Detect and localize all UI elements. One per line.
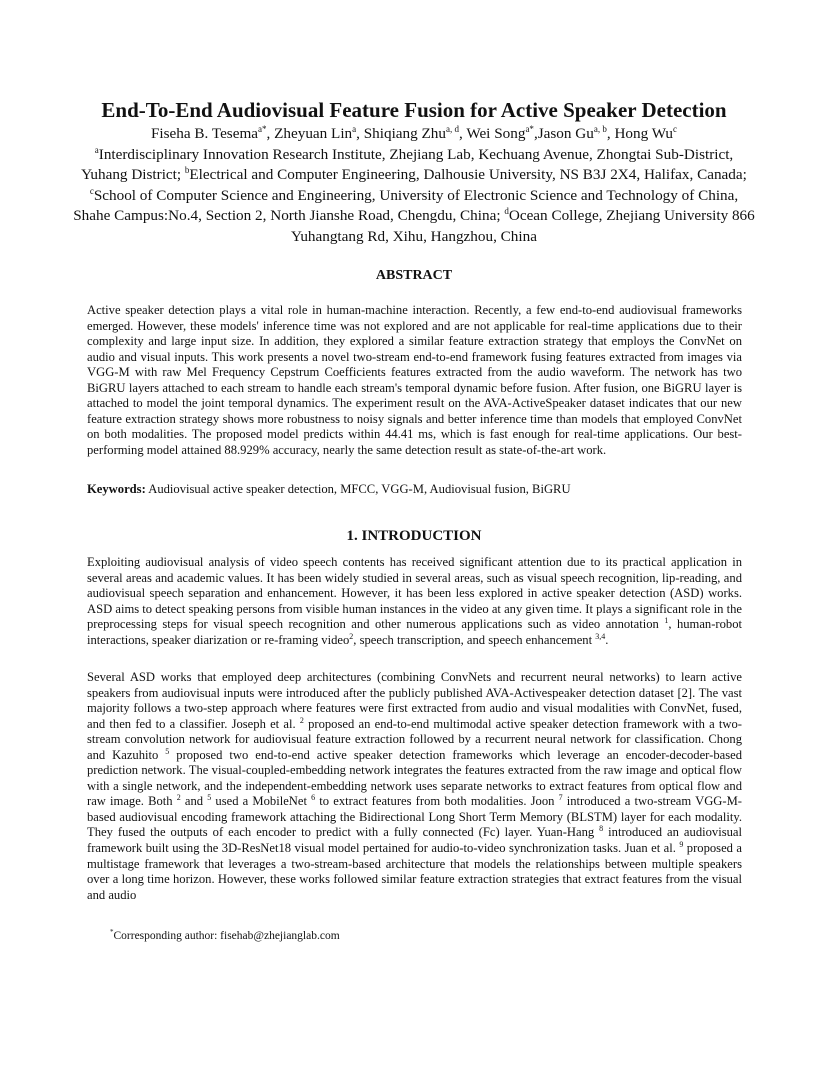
author-name: Jason Gu	[537, 125, 594, 142]
citation-superscript: 5	[165, 746, 170, 756]
affiliation-text: School of Computer Science and Engineering, University of Electronic Science and Technology of China, Shahe Campus:No.4, Section 2, North Jianshe Road, Chengdu, China;	[73, 186, 739, 224]
author-affiliation-mark: a*	[525, 123, 534, 134]
intro-paragraph-1	[87, 555, 742, 648]
author-name: Shiqiang Zhu	[363, 125, 446, 142]
affiliation-key: c	[89, 185, 94, 196]
paragraph-text-run: Exploiting audiovisual analysis of video speech contents has received significant attention due to its practical application in several areas and academic values. It has been widely studied in several areas, such as visual speech recognition, lip-reading, and audiovisual speech separation and enhancement. However, it has been less explored in active speaker detection (ASD) works. ASD aims to detect speaking persons from visible human instances in the video at any given time. It plays a significant role in the preprocessing steps for visual speech recognition and other numerous applications such as video annotation	[87, 555, 742, 632]
author-block	[70, 124, 758, 247]
paragraph-text-run: proposed a multistage framework that leverages a two-stream-based architecture that models the relationships between multiple speakers over a long time horizon. However, these works followed similar feature extraction strategies that extract features from the visual and audio	[87, 841, 742, 902]
author-name: Zheyuan Lin	[274, 125, 353, 142]
paragraph-text-run: .	[605, 632, 609, 647]
citation-superscript: 8	[599, 824, 604, 834]
affiliation-key: d	[504, 205, 509, 216]
footnote-text: Corresponding author: fisehab@zhejianglab.com	[113, 929, 340, 942]
affiliation-text: Ocean College, Zhejiang University 866 Yuhangtang Rd, Xihu, Hangzhou, China	[291, 207, 755, 245]
author-affiliation-mark: a*	[258, 123, 267, 134]
paragraph-text-run: introduced an audiovisual framework built using the 3D-ResNet18 visual model pertained for audio-to-video synchronization tasks. Juan et al.	[87, 825, 742, 856]
citation-superscript: 7	[558, 793, 563, 803]
affiliation-key: b	[184, 164, 190, 175]
citation-superscript: 2	[349, 631, 354, 641]
footnote-mark: *	[110, 928, 114, 936]
intro-paragraph-2	[87, 670, 742, 903]
citation-superscript: 9	[679, 839, 684, 849]
author-affiliation-mark: c	[673, 123, 678, 134]
paragraph-text-run: , human-robot interactions, speaker diarization or re-framing video	[87, 617, 742, 647]
affiliation-key: a	[94, 144, 99, 155]
paragraph-text-run: Several ASD works that employed deep architectures (combining ConvNets and recurrent neural networks) to learn active speakers from audiovisual inputs were introduced after the publicly published AVA-Activespeaker detection dataset [2]. The vast majority follows a two-step approach where features were first extracted from audio and visual modalities with ConvNet, fused, and then fed to a classifier. Joseph et al.	[87, 670, 742, 731]
paragraph-text-run: proposed an end-to-end multimodal active speaker detection framework with a two-stream convolution network for audiovisual feature extraction followed by a recurrent neural network for classification. Chong and Kazuhito	[87, 716, 743, 762]
keywords-label: Keywords:	[87, 482, 146, 496]
author-affiliation-mark: a, b	[593, 123, 607, 134]
author-list: Fiseha B. Tesema$^{a*}$, Zheyuan Lin$^a$, Shiqiang Zhu$^{a, d}$, Wei Song$^{a*}$,Jason Gu$^{a, b}$, Hong Wu$^c$	[150, 123, 678, 142]
affiliation-list	[73, 146, 755, 245]
author-name: Wei Song	[466, 125, 526, 142]
paragraph-text-run: introduced a two-stream VGG-M-based audiovisual encoding framework attaching the Bidirectional Long Short Term Memory (BLSTM) layer for each modality. They fused the outputs of each encoder to predict with a fully connected (Fc) layer. Yuan-Hang	[87, 794, 742, 840]
paragraph-text-run: used a MobileNet	[211, 794, 312, 809]
keywords-text: Audiovisual active speaker detection, MFCC, VGG-M, Audiovisual fusion, BiGRU	[145, 482, 571, 496]
paragraph-text-run: , speech transcription, and speech enhancement	[353, 632, 596, 647]
citation-superscript: 6	[311, 793, 316, 803]
author-affiliation-mark: a, d	[446, 123, 459, 134]
author-affiliation-mark: a	[352, 123, 357, 134]
citation-superscript: 2	[176, 793, 181, 803]
author-name: Fiseha B. Tesema	[150, 125, 259, 142]
abstract-heading: ABSTRACT	[375, 268, 453, 283]
citation-superscript: 2	[299, 715, 304, 725]
citation-superscript: 3,4	[595, 631, 606, 641]
keywords-line	[87, 482, 742, 497]
affiliation-text: Electrical and Computer Engineering, Dalhousie University, NS B3J 2X4, Halifax, Canada;	[189, 166, 747, 183]
affiliation-text: Interdisciplinary Innovation Research Institute, Zhejiang Lab, Kechuang Avenue, Zhongtai Sub-District, Yuhang District;	[81, 145, 734, 183]
paper-title: End-To-End Audiovisual Feature Fusion for Active Speaker Detection	[101, 98, 727, 122]
footnote	[110, 928, 340, 942]
author-name: Hong Wu	[614, 125, 674, 142]
abstract-text: Active speaker detection plays a vital role in human-machine interaction. Recently, a few end-to-end audiovisual frameworks emerged. However, these models' inference time was not explored and are not applicable for real-time applications due to their complexity and large input size. In addition, they explored a similar feature extraction strategy that employs the ConvNet on audio and visual inputs. This work presents a novel two-stream end-to-end framework fusing features extracted from images via VGG-M with raw Mel Frequency Cepstrum Coefficients features extracted from the audio waveform. The network has two BiGRU layers attached to each stream to handle each stream's temporal dynamic before fusion. After fusion, one BiGRU layer is attached to model the joint temporal dynamics. The experiment result on the AVA-ActiveSpeaker dataset indicates that our new feature extraction strategy shows more robustness to noisy signals and better inference time than models that employed ConvNet on both modalities. The proposed model predicts within 44.41 ms, which is fast enough for real-time applications. Our best-performing model attained 88.929% accuracy, nearly the same detection result as state-of-the-art work.	[87, 303, 742, 457]
citation-superscript: 5	[207, 793, 212, 803]
paragraph-text-run: and	[180, 794, 208, 809]
paragraph-text-run: to extract features from both modalities. Joon	[315, 794, 559, 809]
paragraph-text-run: proposed two end-to-end active speaker detection frameworks which leverage an encoder-decoder-based prediction network. The visual-coupled-embedding network integrates the features extracted from the raw image and optical flow with a single network, and the independent-embedding network uses separate networks to extract features from optical flow and raw image. Both	[87, 747, 742, 809]
section-heading-introduction: 1. INTRODUCTION	[346, 528, 482, 544]
citation-superscript: 1	[664, 616, 669, 625]
